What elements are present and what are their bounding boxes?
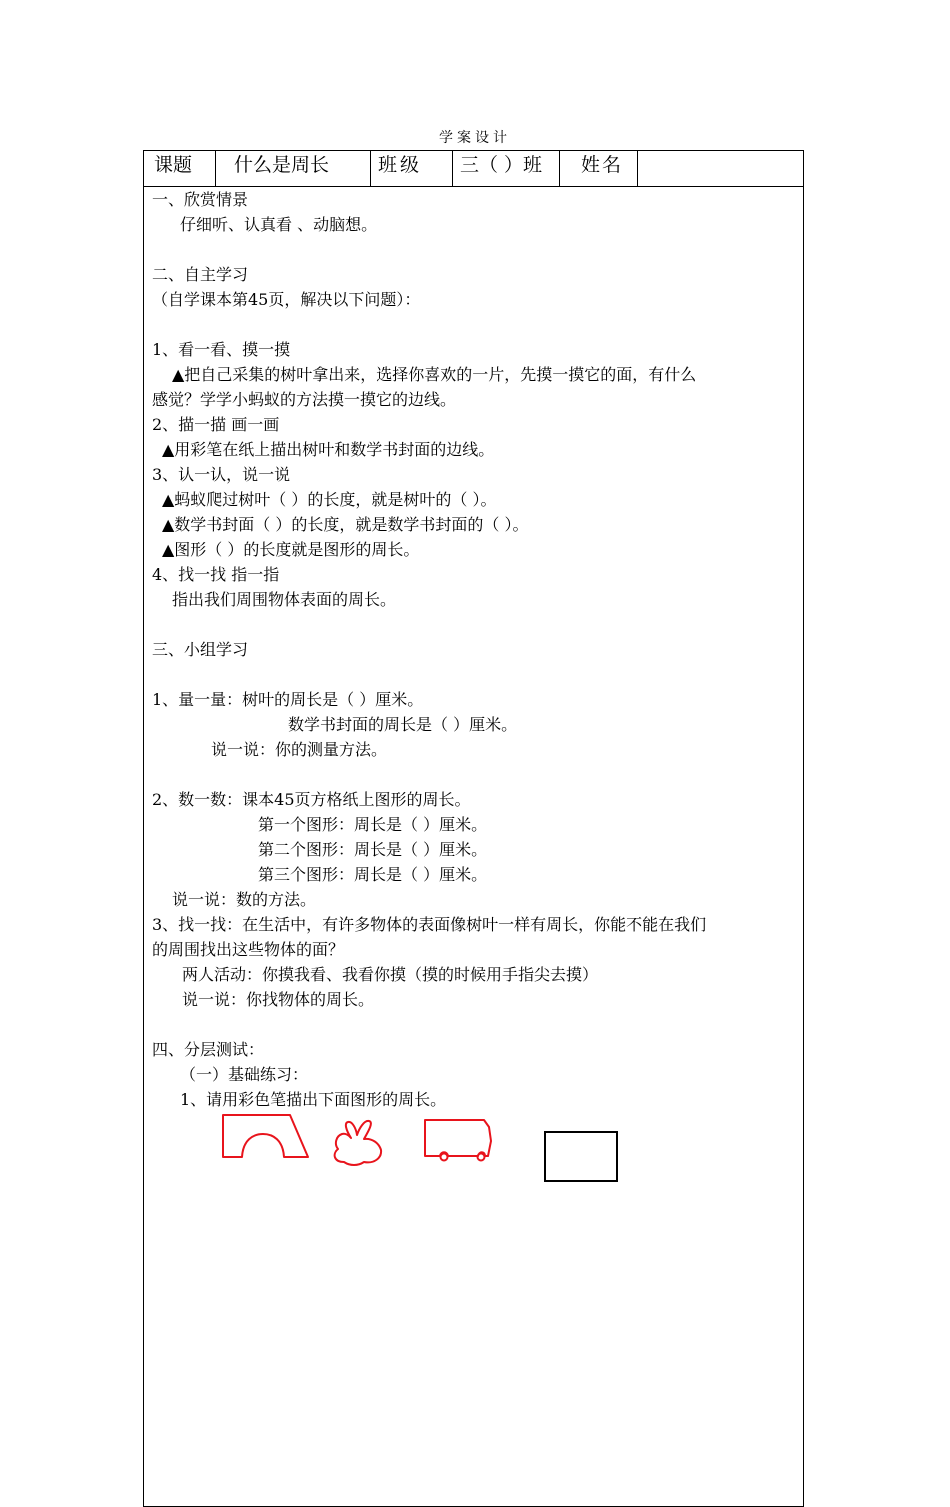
task-1-text-b: 感觉？学学小蚂蚁的方法摸一摸它的边线。 — [152, 390, 457, 409]
pair-activity: 两人活动：你摸我看、我看你摸（摸的时候用手指尖去摸） — [182, 965, 599, 984]
section-3-heading: 三、小组学习 — [152, 640, 249, 659]
task-3-item-2: ▲数学书封面（ ）的长度，就是数学书封面的（ ）。 — [162, 515, 529, 534]
name-label: 姓名 — [560, 151, 638, 186]
group-task-1: 1、量一量：树叶的周长是（ ）厘米。 — [152, 690, 424, 709]
section-2-heading: 二、自主学习 — [152, 265, 249, 284]
task-1-text-a: ▲把自己采集的树叶拿出来，选择你喜欢的一片，先摸一摸它的面，有什么 — [172, 365, 697, 384]
figure-3-line: 第三个图形：周长是（ ）厘米。 — [258, 865, 488, 884]
name-field[interactable] — [638, 151, 803, 186]
task-3-item-3: ▲图形（ ）的长度就是图形的周长。 — [162, 540, 420, 559]
group-task-3-a: 3、找一找：在生活中，有许多物体的表面像树叶一样有周长，你能不能在我们 — [152, 915, 707, 934]
arch-icon — [223, 1115, 308, 1157]
task-4-heading: 4、找一找 指一指 — [152, 565, 280, 584]
practice-shapes — [215, 1112, 625, 1187]
rabbit-icon — [335, 1121, 381, 1165]
figure-2-line: 第二个图形：周长是（ ）厘米。 — [258, 840, 488, 859]
task-3-item-1: ▲蚂蚁爬过树叶（ ）的长度，就是树叶的（ ）。 — [162, 490, 497, 509]
truck-icon — [425, 1120, 491, 1161]
section-4-heading: 四、分层测试： — [152, 1040, 265, 1059]
task-1-heading: 1、看一看、摸一摸 — [152, 340, 291, 359]
topic-label: 课题 — [144, 151, 216, 186]
group-task-1-say: 说一说：你的测量方法。 — [211, 740, 388, 759]
task-3-heading: 3、认一认，说一说 — [152, 465, 291, 484]
basic-practice-heading: （一）基础练习： — [180, 1065, 309, 1084]
task-2-text: ▲用彩笔在纸上描出树叶和数学书封面的边线。 — [162, 440, 495, 459]
group-task-3-say: 说一说：你找物体的周长。 — [182, 990, 375, 1009]
class-value: 三（ ）班 — [453, 151, 560, 186]
group-task-2-say: 说一说：数的方法。 — [172, 890, 317, 909]
group-task-1-b: 数学书封面的周长是（ ）厘米。 — [288, 715, 518, 734]
group-task-3-b: 的周围找出这些物体的面？ — [152, 940, 345, 959]
class-label: 班级 — [371, 151, 453, 186]
rectangle-icon — [545, 1132, 617, 1181]
task-4-text: 指出我们周围物体表面的周长。 — [172, 590, 397, 609]
header-row — [144, 151, 803, 187]
section-2-intro: （自学课本第45页，解决以下问题）： — [152, 290, 421, 309]
document-title: 学案设计 — [439, 130, 511, 146]
task-2-heading: 2、描一描 画一画 — [152, 415, 280, 434]
section-1-heading: 一、欣赏情景 — [152, 190, 249, 209]
topic-value: 什么是周长 — [216, 151, 371, 186]
figure-1-line: 第一个图形：周长是（ ）厘米。 — [258, 815, 488, 834]
section-1-text: 仔细听、认真看 、动脑想。 — [180, 215, 378, 234]
practice-1-text: 1、请用彩色笔描出下面图形的周长。 — [180, 1090, 447, 1109]
group-task-2: 2、数一数：课本45页方格纸上图形的周长。 — [152, 790, 471, 809]
